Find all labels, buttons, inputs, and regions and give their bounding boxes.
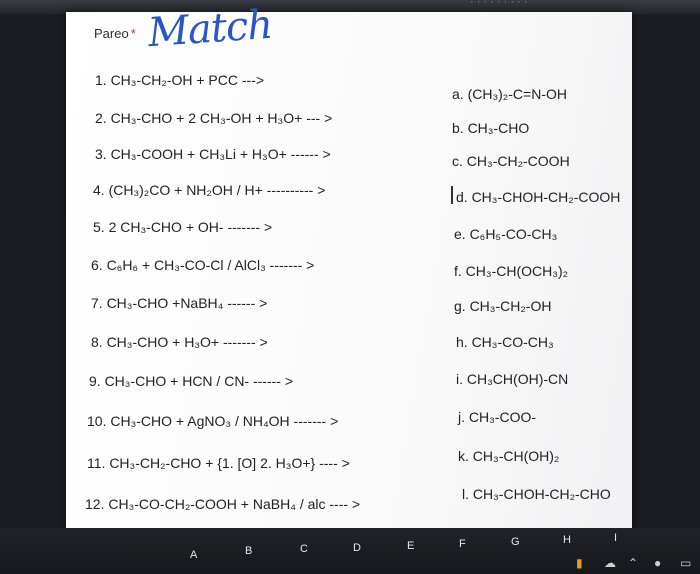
chevron-up-icon[interactable]: ⌃ (628, 556, 639, 570)
reaction-4: 4. (CH₃)₂CO + NH₂OH / H+ ---------- > (93, 182, 326, 198)
reaction-12: 12. CH₃-CO-CH₂-COOH + NaBH₄ / alc ---- > (85, 496, 361, 512)
column-header-g[interactable]: G (511, 536, 520, 548)
column-header-e[interactable]: E (407, 540, 415, 552)
reaction-8: 8. CH₃-CHO + H₃O+ ------- > (91, 334, 268, 350)
reaction-2: 2. CH₃-CHO + 2 CH₃-OH + H₃O+ --- > (95, 110, 333, 126)
product-h[interactable]: h. CH₃-CO-CH₃ (456, 334, 554, 350)
reaction-11: 11. CH₃-CH₂-CHO + {1. [O] 2. H₃O+} ---- > (87, 455, 350, 471)
handwritten-match: Match (146, 1, 274, 57)
product-c[interactable]: c. CH₃-CH₂-COOH (452, 153, 570, 169)
reaction-5: 5. 2 CH₃-CHO + OH- ------- > (93, 219, 273, 235)
product-d[interactable]: d. CH₃-CHOH-CH₂-COOH (456, 189, 621, 205)
column-header-b[interactable]: B (245, 545, 253, 557)
reaction-3: 3. CH₃-COOH + CH₃Li + H₃O+ ------ > (95, 146, 331, 162)
column-header-c[interactable]: C (300, 543, 308, 555)
product-a[interactable]: a. (CH₃)₂-C=N-OH (452, 86, 567, 102)
product-f[interactable]: f. CH₃-CH(OCH₃)₂ (454, 263, 569, 279)
product-g[interactable]: g. CH₃-CH₂-OH (454, 298, 552, 314)
product-j[interactable]: j. CH₃-COO- (458, 409, 537, 425)
product-e[interactable]: e. C₆H₅-CO-CH₃ (454, 226, 558, 242)
pareo-label (94, 26, 136, 41)
reaction-1: 1. CH₃-CH₂-OH + PCC ---> (95, 72, 265, 88)
bottom-taskbar (0, 528, 700, 574)
column-header-a[interactable]: A (190, 549, 198, 561)
network-icon[interactable]: ▭ (680, 556, 692, 570)
reaction-9: 9. CH₃-CHO + HCN / CN- ------ > (89, 373, 294, 389)
mic-icon[interactable]: ● (654, 556, 662, 570)
reaction-6: 6. C₆H₆ + CH₃-CO-Cl / AlCl₃ ------- > (91, 257, 315, 273)
column-header-f[interactable]: F (459, 538, 466, 550)
column-header-d[interactable]: D (353, 542, 361, 554)
column-header-h[interactable]: H (563, 534, 571, 546)
cloud-icon[interactable]: ☁ (604, 556, 616, 570)
pareo-text: Pareo (94, 26, 129, 41)
column-header-i[interactable]: I (614, 532, 618, 544)
product-i[interactable]: i. CH₃CH(OH)-CN (456, 371, 569, 387)
top-cropped-text: · · · · · · · · · (470, 0, 528, 8)
product-l[interactable]: l. CH₃-CHOH-CH₂-CHO (462, 486, 611, 502)
text-cursor (451, 186, 453, 204)
reaction-10: 10. CH₃-CHO + AgNO₃ / NH₄OH ------- > (87, 413, 339, 429)
product-b[interactable]: b. CH₃-CHO (452, 120, 530, 136)
product-k[interactable]: k. CH₃-CH(OH)₂ (458, 448, 560, 464)
folder-icon[interactable]: ▮ (576, 556, 583, 570)
required-asterisk: * (130, 26, 136, 41)
reaction-7: 7. CH₃-CHO +NaBH₄ ------ > (91, 295, 268, 311)
